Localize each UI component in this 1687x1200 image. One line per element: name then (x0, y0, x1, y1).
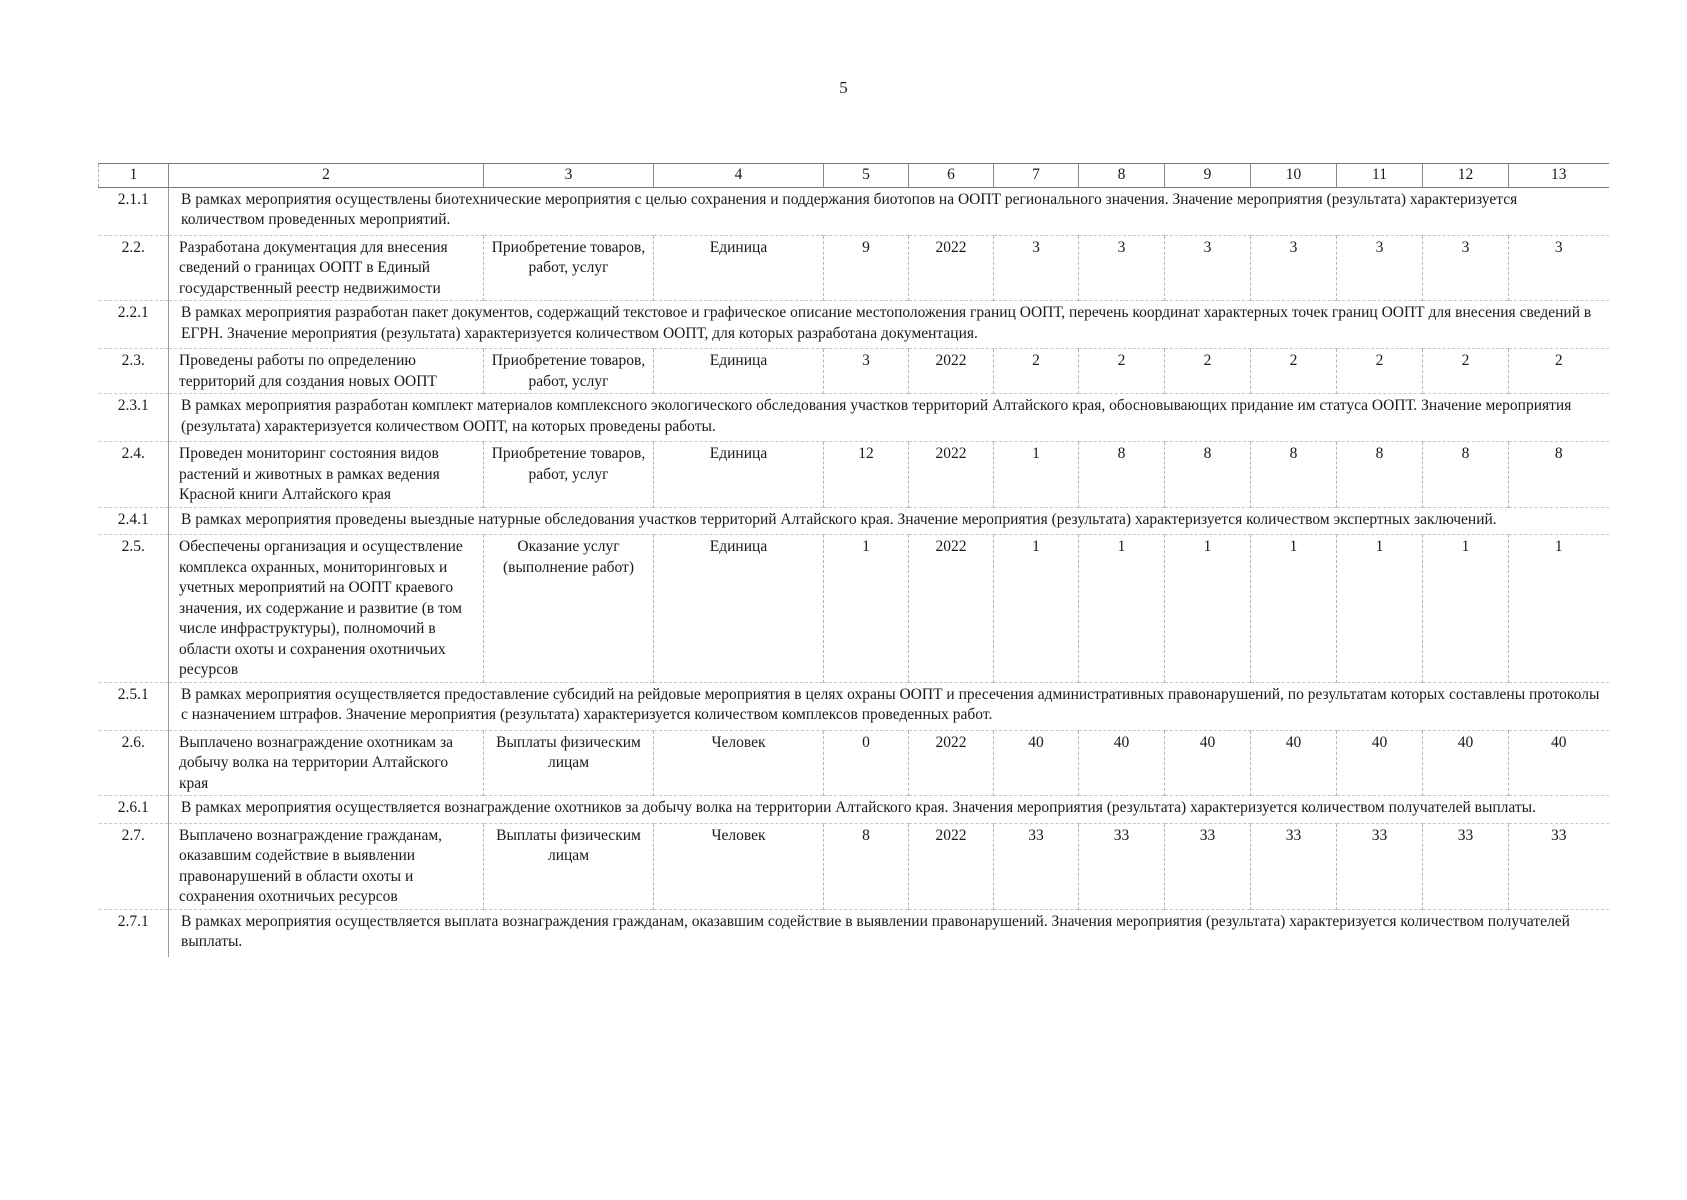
base-year: 2022 (909, 442, 994, 508)
row-number: 2.4.1 (99, 507, 169, 535)
base-year: 2022 (909, 823, 994, 909)
year-value: 8 (1509, 442, 1609, 508)
row-number: 2.1.1 (99, 187, 169, 235)
activity-type: Приобретение товаров, работ, услуг (484, 349, 654, 394)
base-value: 1 (824, 535, 909, 683)
year-value: 3 (1423, 235, 1509, 301)
indicator-row (99, 349, 1609, 394)
activity-type: Приобретение товаров, работ, услуг (484, 442, 654, 508)
column-number: 7 (994, 164, 1079, 188)
year-value: 33 (1165, 823, 1251, 909)
base-value: 9 (824, 235, 909, 301)
indicators-table (98, 163, 1609, 957)
year-value: 8 (1337, 442, 1423, 508)
row-number: 2.3. (99, 349, 169, 394)
activity-type: Выплаты физическим лицам (484, 730, 654, 796)
indicator-row (99, 535, 1609, 683)
row-number: 2.3.1 (99, 394, 169, 442)
year-value: 1 (1423, 535, 1509, 683)
year-value: 3 (1165, 235, 1251, 301)
year-value: 3 (994, 235, 1079, 301)
year-value: 3 (1337, 235, 1423, 301)
unit-of-measure: Единица (654, 535, 824, 683)
row-number: 2.5. (99, 535, 169, 683)
column-number: 8 (1079, 164, 1165, 188)
row-number: 2.2.1 (99, 301, 169, 349)
description-row (99, 187, 1609, 235)
base-value: 0 (824, 730, 909, 796)
column-number: 2 (169, 164, 484, 188)
column-number: 4 (654, 164, 824, 188)
column-number: 5 (824, 164, 909, 188)
description-text: В рамках мероприятия проведены выездные натурные обследования участков территорий Алтайского края. Значение мероприятия (результата) характеризуется количеством экспертных заключений. (169, 507, 1609, 535)
row-number: 2.7.1 (99, 909, 169, 957)
year-value: 1 (1509, 535, 1609, 683)
description-row (99, 507, 1609, 535)
year-value: 33 (994, 823, 1079, 909)
description-text: В рамках мероприятия разработан пакет документов, содержащий текстовое и графическое описание местоположения границ ООПТ, перечень координат характерных точек границ ООПТ для внесения сведений в ЕГРН. Значение мероприятия (результата) характеризуется количеством ООПТ, для которых разработана документация. (169, 301, 1609, 349)
indicator-row (99, 235, 1609, 301)
indicator-row (99, 442, 1609, 508)
base-value: 12 (824, 442, 909, 508)
year-value: 1 (1337, 535, 1423, 683)
column-number: 10 (1251, 164, 1337, 188)
year-value: 40 (1165, 730, 1251, 796)
year-value: 2 (1337, 349, 1423, 394)
activity-type: Оказание услуг (выполнение работ) (484, 535, 654, 683)
year-value: 33 (1509, 823, 1609, 909)
column-number: 12 (1423, 164, 1509, 188)
row-number: 2.5.1 (99, 682, 169, 730)
table-body (99, 164, 1609, 957)
column-numbers-row (99, 164, 1609, 188)
row-number: 2.7. (99, 823, 169, 909)
unit-of-measure: Единица (654, 235, 824, 301)
year-value: 2 (1079, 349, 1165, 394)
year-value: 3 (1509, 235, 1609, 301)
description-row (99, 682, 1609, 730)
unit-of-measure: Единица (654, 349, 824, 394)
indicator-name: Разработана документация для внесения сведений о границах ООПТ в Единый государственный реестр недвижимости (169, 235, 484, 301)
year-value: 8 (1079, 442, 1165, 508)
year-value: 40 (994, 730, 1079, 796)
base-year: 2022 (909, 349, 994, 394)
year-value: 40 (1423, 730, 1509, 796)
year-value: 2 (1423, 349, 1509, 394)
base-value: 3 (824, 349, 909, 394)
year-value: 40 (1079, 730, 1165, 796)
description-text: В рамках мероприятия осуществлены биотехнические мероприятия с целью сохранения и поддержания биотопов на ООПТ регионального значения. Значение мероприятия (результата) характеризуется количеством проведенных мероприятий. (169, 187, 1609, 235)
indicator-name: Проведен мониторинг состояния видов растений и животных в рамках ведения Красной книги Алтайского края (169, 442, 484, 508)
year-value: 40 (1337, 730, 1423, 796)
unit-of-measure: Единица (654, 442, 824, 508)
year-value: 3 (1251, 235, 1337, 301)
column-number: 3 (484, 164, 654, 188)
year-value: 8 (1251, 442, 1337, 508)
indicator-name: Проведены работы по определению территорий для создания новых ООПТ (169, 349, 484, 394)
year-value: 2 (1251, 349, 1337, 394)
year-value: 8 (1423, 442, 1509, 508)
row-number: 2.2. (99, 235, 169, 301)
row-number: 2.6.1 (99, 796, 169, 824)
activity-type: Приобретение товаров, работ, услуг (484, 235, 654, 301)
base-year: 2022 (909, 535, 994, 683)
year-value: 8 (1165, 442, 1251, 508)
year-value: 2 (1165, 349, 1251, 394)
row-number: 2.4. (99, 442, 169, 508)
indicator-name: Обеспечены организация и осуществление комплекса охранных, мониторинговых и учетных мероприятий на ООПТ краевого значения, их содержание и развитие (в том числе инфраструктуры), полномочий в области охоты и сохранения охотничьих ресурсов (169, 535, 484, 683)
year-value: 1 (1165, 535, 1251, 683)
year-value: 33 (1251, 823, 1337, 909)
description-row (99, 909, 1609, 957)
column-number: 13 (1509, 164, 1609, 188)
year-value: 1 (1251, 535, 1337, 683)
activity-type: Выплаты физическим лицам (484, 823, 654, 909)
page-number: 5 (839, 78, 848, 97)
unit-of-measure: Человек (654, 823, 824, 909)
year-value: 40 (1251, 730, 1337, 796)
unit-of-measure: Человек (654, 730, 824, 796)
description-row (99, 394, 1609, 442)
indicator-name: Выплачено вознаграждение гражданам, оказавшим содействие в выявлении правонарушений в области охоты и сохранения охотничьих ресурсов (169, 823, 484, 909)
description-text: В рамках мероприятия разработан комплект материалов комплексного экологического обследования участков территорий Алтайского края, обосновывающих придание им статуса ООПТ. Значение мероприятия (результата) характеризуется количеством ООПТ, на которых проведены работы. (169, 394, 1609, 442)
column-number: 11 (1337, 164, 1423, 188)
year-value: 33 (1079, 823, 1165, 909)
description-row (99, 301, 1609, 349)
year-value: 33 (1423, 823, 1509, 909)
base-year: 2022 (909, 235, 994, 301)
description-text: В рамках мероприятия осуществляется предоставление субсидий на рейдовые мероприятия в целях охраны ООПТ и пресечения административных правонарушений, по результатам которых составлены протоколы с назначением штрафов. Значение мероприятия (результата) характеризуется количеством комплексов проведенных работ. (169, 682, 1609, 730)
year-value: 2 (1509, 349, 1609, 394)
column-number: 9 (1165, 164, 1251, 188)
year-value: 33 (1337, 823, 1423, 909)
base-value: 8 (824, 823, 909, 909)
indicator-row (99, 823, 1609, 909)
indicators-table-wrap (98, 163, 1608, 957)
column-number: 1 (99, 164, 169, 188)
column-number: 6 (909, 164, 994, 188)
indicator-row (99, 730, 1609, 796)
row-number: 2.6. (99, 730, 169, 796)
year-value: 2 (994, 349, 1079, 394)
year-value: 1 (994, 442, 1079, 508)
indicator-name: Выплачено вознаграждение охотникам за добычу волка на территории Алтайского края (169, 730, 484, 796)
year-value: 1 (1079, 535, 1165, 683)
year-value: 3 (1079, 235, 1165, 301)
base-year: 2022 (909, 730, 994, 796)
description-row (99, 796, 1609, 824)
year-value: 40 (1509, 730, 1609, 796)
year-value: 1 (994, 535, 1079, 683)
description-text: В рамках мероприятия осуществляется выплата вознаграждения гражданам, оказавшим содействие в выявлении правонарушений. Значения мероприятия (результата) характеризуется количеством получателей выплаты. (169, 909, 1609, 957)
description-text: В рамках мероприятия осуществляется вознаграждение охотников за добычу волка на территории Алтайского края. Значения мероприятия (результата) характеризуется количеством получателей выплаты. (169, 796, 1609, 824)
